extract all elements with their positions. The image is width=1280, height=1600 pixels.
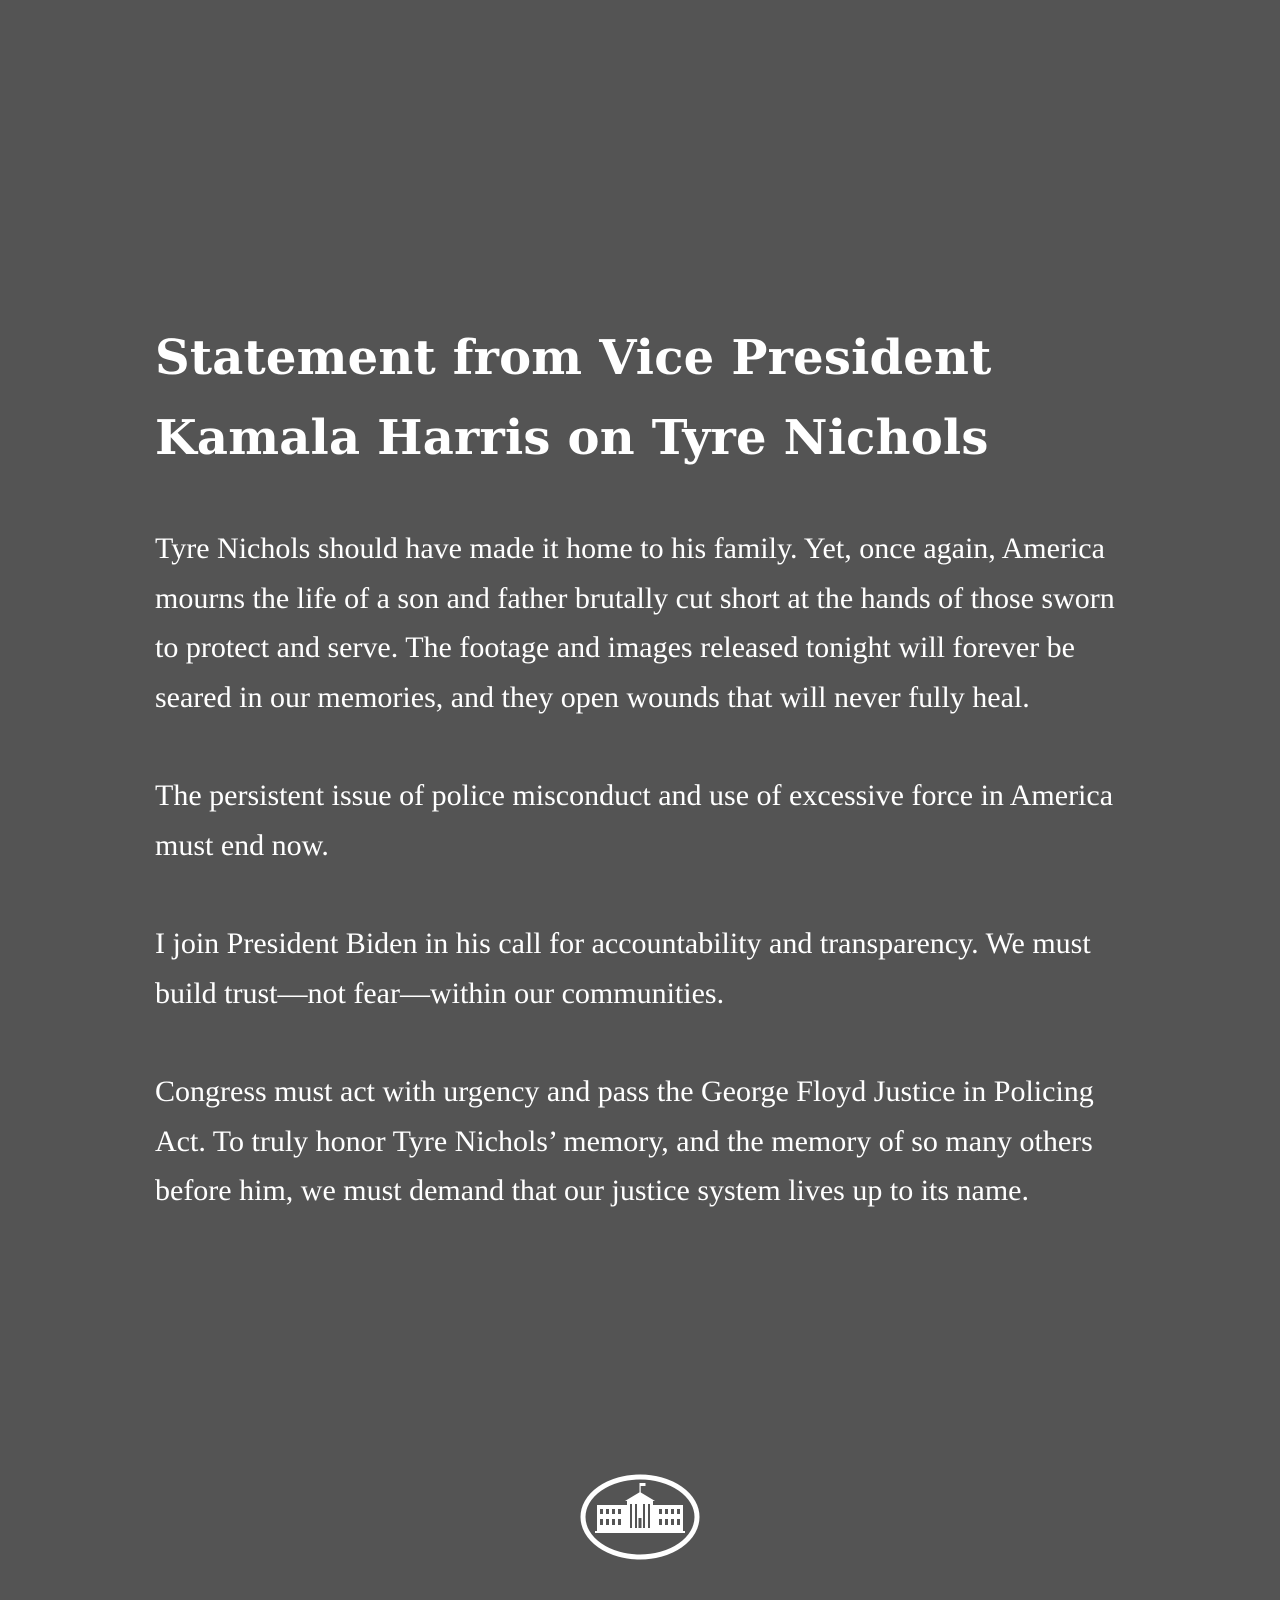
white-house-logo-icon [579, 1473, 701, 1561]
statement-title: Statement from Vice President Kamala Harris on Tyre Nichols [155, 330, 992, 466]
statement-paragraph: Tyre Nichols should have made it home to his family. Yet, once again, America mourns the life of a son and father brutally cut short at the hands of those sworn to protect and serve. The footage and images released tonight will forever be seared in our memories, and they open wounds that will never fully heal. [155, 532, 1115, 714]
statement [155, 318, 1135, 1216]
statement-paragraph: The persistent issue of police misconduct and use of excessive force in America must end now. [155, 779, 1114, 862]
statement-body [155, 524, 1135, 1216]
statement-paragraph: Congress must act with urgency and pass the George Floyd Justice in Policing Act. To truly honor Tyre Nichols’ memory, and the memory of so many others before him, we must demand that our justice system lives up to its name. [155, 1075, 1094, 1207]
statement-paragraph: I join President Biden in his call for accountability and transparency. We must build trust—not fear—within our communities. [155, 927, 1091, 1010]
